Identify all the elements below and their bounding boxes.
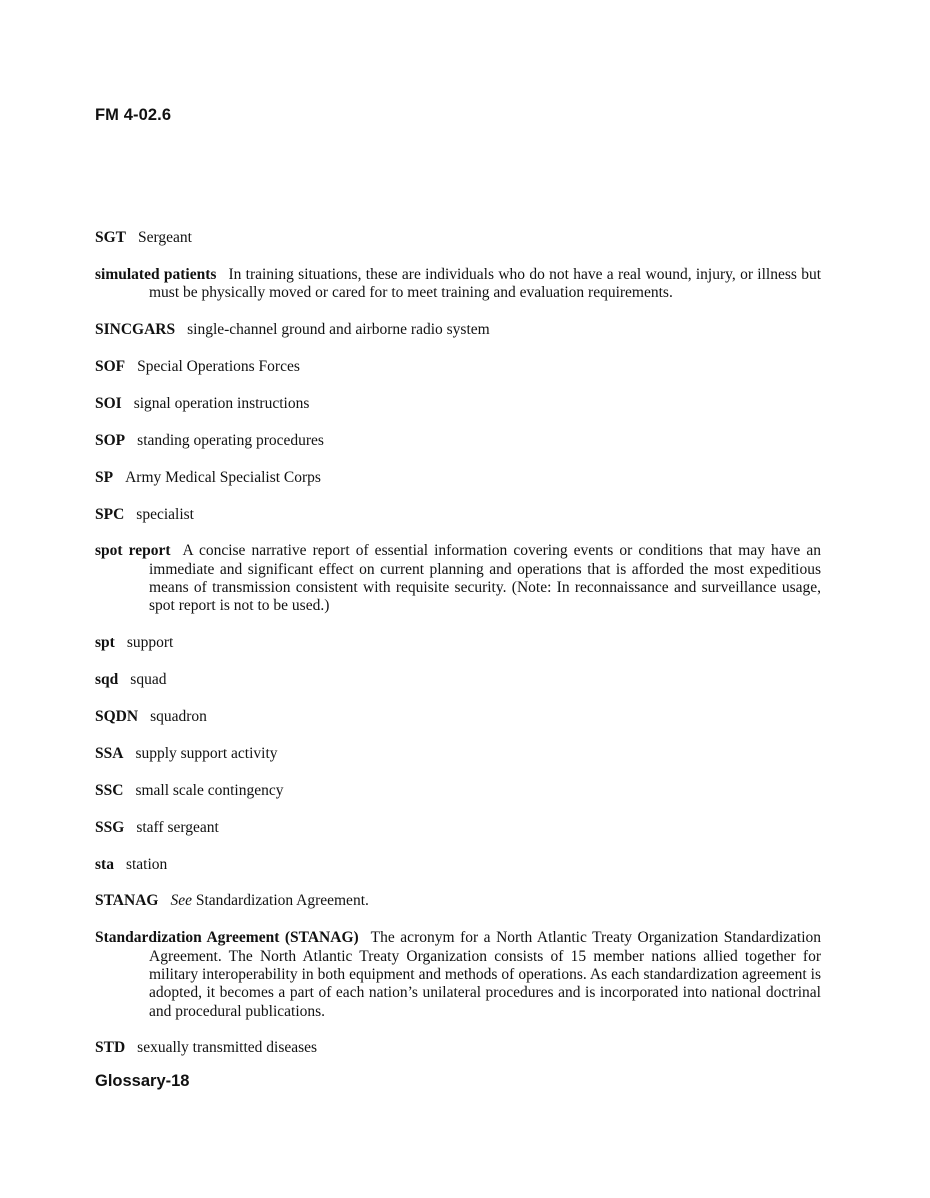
glossary-definition: Army Medical Specialist Corps [125, 468, 321, 486]
glossary-term: SSC [95, 781, 124, 799]
see-reference: See [170, 892, 192, 910]
glossary-definition: sexually transmitted diseases [137, 1039, 318, 1057]
page-number-footer: Glossary-18 [95, 1072, 190, 1090]
glossary-entry-spot-report [95, 542, 821, 615]
glossary-term: STD [95, 1039, 126, 1057]
glossary-entry-stanag [95, 892, 821, 910]
glossary-term: spot report [95, 542, 171, 560]
glossary-definition: Standardization Agreement. [195, 892, 369, 910]
glossary-definition: signal operation instructions [133, 394, 310, 412]
glossary-entry-ssa [95, 745, 821, 763]
glossary-definition: In training situations, these are individuals who do not have a real wound, injury, or illness but must be physically moved or cared for to meet training and evaluation requirements. [149, 265, 822, 302]
glossary-definition: A concise narrative report of essential information covering events or conditions that may have an immediate and significant effect on current planning and operations that is afforded the most expeditious means of transmission consistent with requisite security. (Note: In reconnaissance and surveillance usage, spot report is not to be used.) [149, 542, 821, 615]
glossary-definition: The acronym for a North Atlantic Treaty Organization Standardization Agreement. The North Atlantic Treaty Organization consists of 15 member nations allied together for military interoperability in both equipment and methods of operations. As each standardization agreement is adopted, it becomes a part of each nation’s unilateral procedures and is incorporated into national doctrinal and procedural publications. [149, 929, 822, 1020]
glossary-definition: small scale contingency [135, 781, 284, 799]
glossary-entry-sqd [95, 671, 821, 689]
glossary-definition: Special Operations Forces [137, 357, 300, 375]
glossary-term: Standardization Agreement (STANAG) [95, 929, 359, 947]
glossary-definition: support [126, 634, 174, 652]
glossary-term: SP [95, 468, 114, 486]
glossary-definition: supply support activity [135, 744, 278, 762]
glossary-entry-ssg [95, 819, 821, 837]
glossary-entry-soi [95, 395, 821, 413]
glossary-list [95, 229, 821, 1076]
glossary-term: SPC [95, 505, 125, 523]
glossary-entry-sincgars [95, 321, 821, 339]
glossary-definition: Sergeant [138, 229, 192, 246]
glossary-definition: squadron [150, 707, 207, 725]
glossary-definition: single-channel ground and airborne radio system [187, 321, 490, 339]
glossary-term: spt [95, 634, 115, 652]
glossary-entry-ssc [95, 782, 821, 800]
glossary-term: SQDN [95, 707, 139, 725]
glossary-term: SGT [95, 229, 127, 246]
glossary-term: SSG [95, 818, 125, 836]
glossary-entry-spt [95, 634, 821, 652]
glossary-entry-sgt [95, 229, 821, 247]
glossary-definition: station [125, 855, 168, 873]
glossary-term: SOP [95, 431, 126, 449]
glossary-definition: specialist [136, 505, 194, 523]
glossary-entry-sop [95, 432, 821, 450]
glossary-definition: standing operating procedures [137, 431, 324, 449]
glossary-entry-sof [95, 358, 821, 376]
glossary-term: simulated patients [95, 265, 217, 283]
glossary-term: sta [95, 855, 114, 873]
document-id-header: FM 4-02.6 [95, 106, 172, 124]
glossary-term: STANAG [95, 892, 159, 910]
glossary-entry-sp [95, 469, 821, 487]
glossary-entry-standardization-agreement [95, 929, 821, 1020]
glossary-entry-sqdn [95, 708, 821, 726]
glossary-definition: squad [130, 671, 167, 689]
glossary-term: SSA [95, 744, 124, 762]
glossary-entry-sta [95, 856, 821, 874]
glossary-definition: staff sergeant [136, 818, 219, 836]
glossary-term: SOF [95, 357, 126, 375]
glossary-term: SOI [95, 394, 122, 412]
glossary-entry-spc [95, 506, 821, 524]
glossary-entry-std [95, 1039, 821, 1057]
glossary-entry-simulated-patients [95, 266, 821, 303]
glossary-term: SINCGARS [95, 321, 176, 339]
glossary-term: sqd [95, 671, 119, 689]
